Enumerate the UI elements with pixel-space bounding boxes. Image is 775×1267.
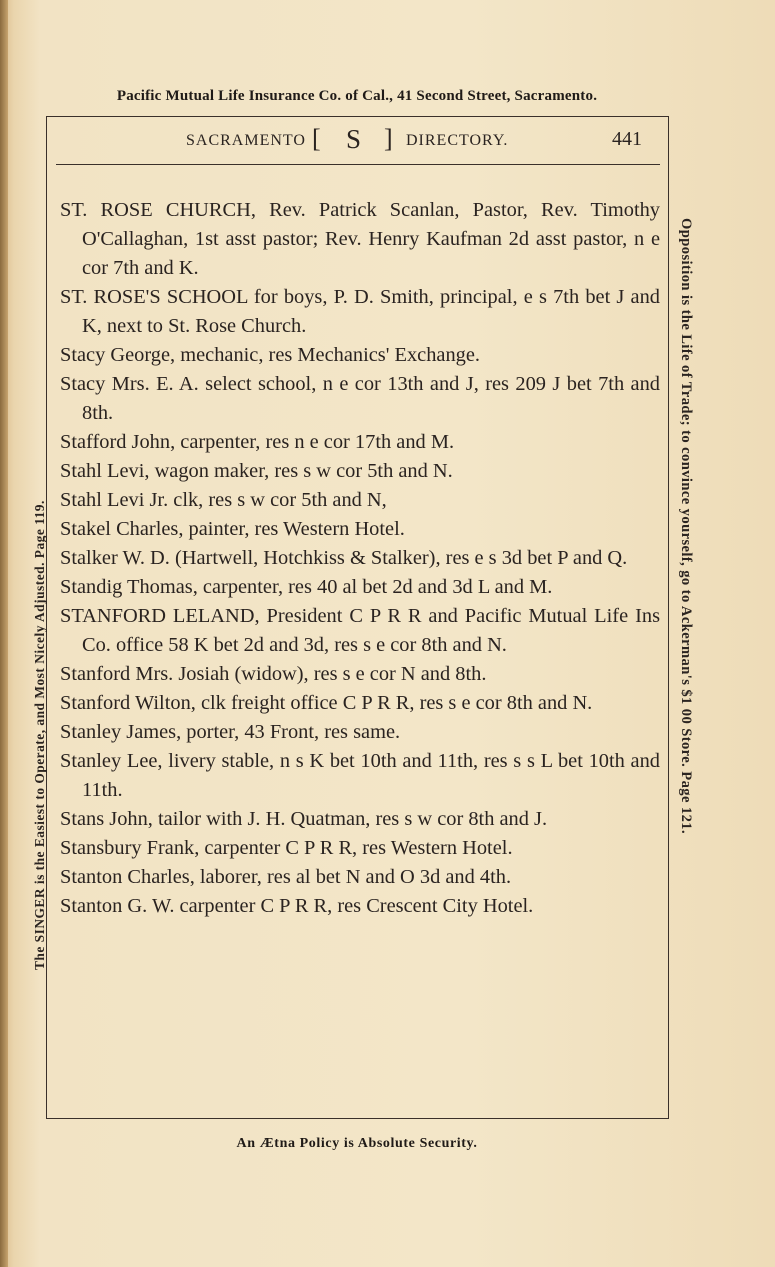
directory-entry: Stakel Charles, painter, res Western Hotel. <box>60 518 405 540</box>
book-binding-edge <box>0 0 8 1267</box>
bottom-advertisement: An Ætna Policy is Absolute Security. <box>236 1136 478 1151</box>
top-advertisement: Pacific Mutual Life Insurance Co. of Cal., 41 Second Street, Sacramento. <box>116 88 598 104</box>
directory-entry: Stanton Charles, laborer, res al bet N and O 3d and 4th. <box>60 866 512 888</box>
directory-entry: ST. ROSE'S SCHOOL for boys, P. D. Smith, principal, e s 7th bet J and K, next to St. Rose Church. <box>60 286 660 337</box>
directory-entry: Stanford Wilton, clk freight office C P R R, res s e cor 8th and N. <box>60 692 593 714</box>
right-margin-advertisement: Opposition is the Life of Trade; to convince yourself, go to Ackerman's $1 00 Store. Page 121. <box>678 218 694 835</box>
directory-entry: Stanford Mrs. Josiah (widow), res s e cor N and 8th. <box>60 663 487 685</box>
directory-entry: Stacy George, mechanic, res Mechanics' Exchange. <box>60 344 480 366</box>
directory-entry: ST. ROSE CHURCH, Rev. Patrick Scanlan, Pastor, Rev. Timothy O'Callaghan, 1st asst pastor; Rev. Henry Kaufman 2d asst pastor, n e cor 7th and K. <box>60 199 660 279</box>
running-head-bracket-right: ] <box>384 124 393 153</box>
directory-entry: STANFORD LELAND, President C P R R and Pacific Mutual Life Ins Co. office 58 K bet 2d and 3d, res s e cor 8th and N. <box>60 605 660 656</box>
running-head <box>56 122 660 162</box>
directory-entry: Stanton G. W. carpenter C P R R, res Crescent City Hotel. <box>60 895 534 917</box>
directory-entry: Standig Thomas, carpenter, res 40 al bet 2d and 3d L and M. <box>60 576 553 598</box>
directory-entry: Stahl Levi, wagon maker, res s w cor 5th and N. <box>60 460 453 482</box>
left-margin-advertisement: The SINGER is the Easiest to Operate, and Most Nicely Adjusted. Page 119. <box>32 500 47 970</box>
directory-entry: Stanley Lee, livery stable, n s K bet 10th and 11th, res s s L bet 10th and 11th. <box>60 750 660 801</box>
running-head-letter: S <box>346 124 362 154</box>
running-head-directory: DIRECTORY. <box>406 132 509 149</box>
directory-entry: Stacy Mrs. E. A. select school, n e cor 13th and J, res 209 J bet 7th and 8th. <box>60 373 660 424</box>
running-head-bracket-left: [ <box>312 124 321 153</box>
header-rule <box>56 164 660 165</box>
directory-entry: Stanley James, porter, 43 Front, res same. <box>60 721 401 743</box>
directory-entry: Stalker W. D. (Hartwell, Hotchkiss & Stalker), res e s 3d bet P and Q. <box>60 547 628 569</box>
running-head-city: SACRAMENTO <box>186 132 306 149</box>
page-number: 441 <box>612 128 642 150</box>
directory-entry: Stans John, tailor with J. H. Quatman, res s w cor 8th and J. <box>60 808 548 830</box>
directory-entry: Stahl Levi Jr. clk, res s w cor 5th and N, <box>60 489 387 511</box>
directory-entry: Stansbury Frank, carpenter C P R R, res Western Hotel. <box>60 837 513 859</box>
directory-entries <box>60 196 660 921</box>
directory-entry: Stafford John, carpenter, res n e cor 17th and M. <box>60 431 455 453</box>
